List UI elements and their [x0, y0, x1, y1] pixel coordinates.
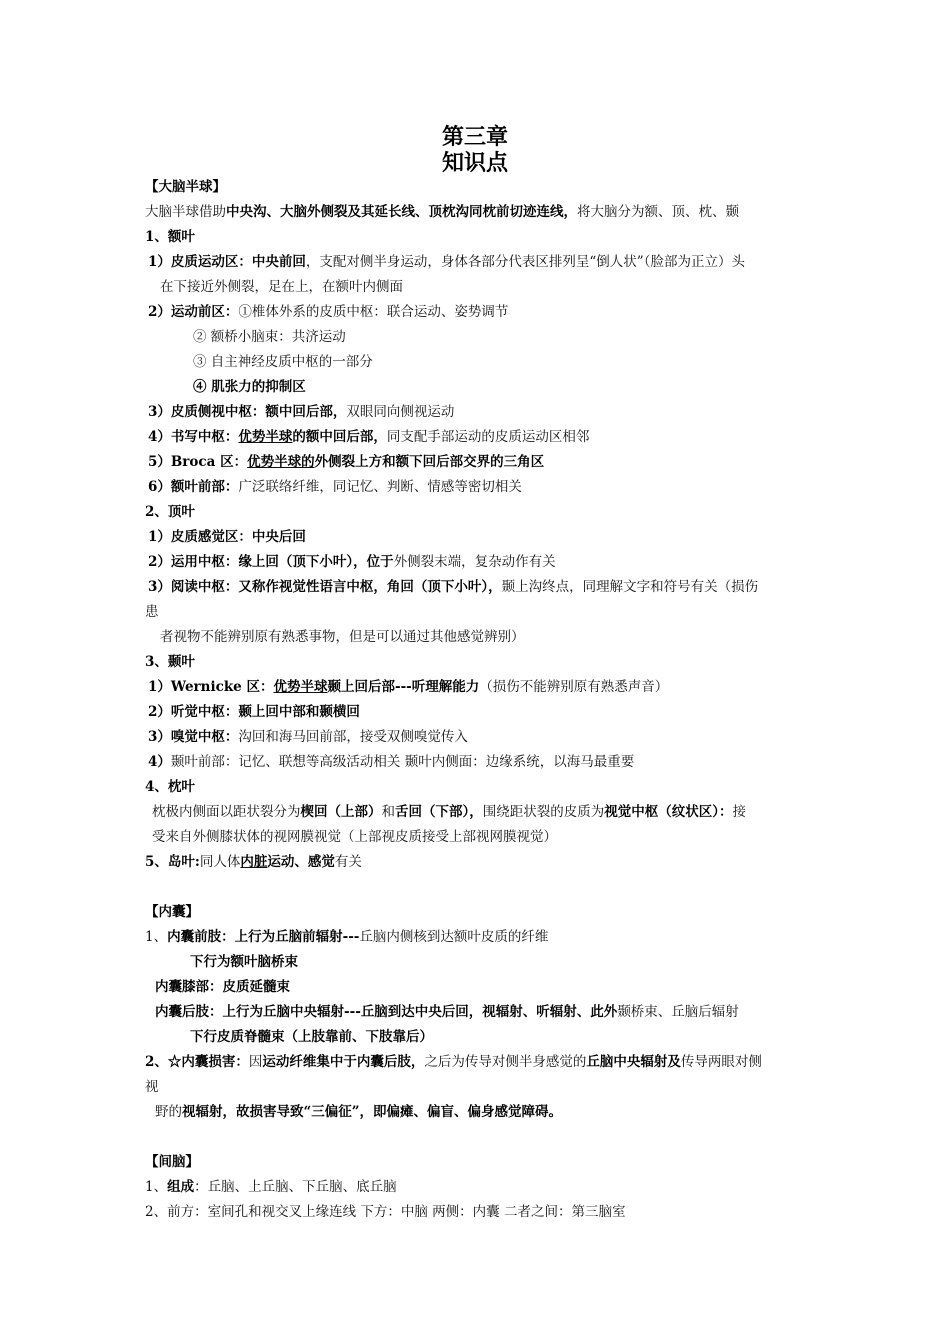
text-run: 颞叶前部：记忆、联想等高级活动相关 颞叶内侧面：边缘系统，以海马最重要 — [170, 754, 635, 770]
text-run: 之后为传导对侧半身感觉的 — [424, 1054, 587, 1070]
text-line — [148, 403, 454, 421]
text-line — [145, 928, 548, 946]
text-line — [193, 353, 373, 371]
bold-text: 3、颞叶 — [145, 654, 195, 670]
text-run: 同支配手部运动的皮质运动区相邻 — [386, 429, 590, 445]
bold-text: 中央沟、大脑外侧裂及其延长线、顶枕沟同枕前切迹连线， — [226, 204, 577, 220]
bold-text: 3）嗅觉中枢： — [148, 729, 239, 745]
text-run: 枕极内侧面以距状裂分为 — [152, 804, 301, 820]
text-run: 在下接近外侧裂，足在上，在额叶内侧面 — [160, 279, 403, 295]
text-run: 1、 — [145, 929, 168, 945]
text-line — [148, 253, 745, 271]
bold-text: 2）运动前区： — [148, 304, 239, 320]
bold-text: 3）阅读中枢：又称作视觉性语言中枢，角回（顶下小叶）， — [148, 579, 502, 595]
bold-text: 的额中回后部， — [292, 429, 387, 445]
text-line — [148, 678, 668, 696]
bold-text: 5、岛叶: — [145, 854, 200, 870]
text-line — [145, 228, 195, 246]
text-run: 颞桥束、丘脑后辐射 — [617, 1004, 739, 1020]
text-run: （损伤不能辨别原有熟悉声音） — [479, 679, 669, 695]
text-line — [155, 1003, 739, 1021]
bold-text: 内囊后肢：上行为丘脑中央辐射---丘脑到达中央后回，视辐射、听辐射、此外 — [155, 1004, 618, 1020]
text-run: 视 — [145, 1079, 159, 1095]
text-run: ③ 自主神经皮质中枢的一部分 — [193, 354, 373, 370]
text-line — [145, 203, 739, 221]
text-run: 1、 — [145, 1179, 168, 1195]
bold-text: 内脏 — [240, 854, 268, 870]
bold-text: 1）Wernicke 区： — [148, 679, 274, 695]
text-line — [193, 328, 346, 346]
text-run: 有关 — [334, 854, 362, 870]
text-line — [148, 578, 758, 596]
bold-text: 5）Broca 区： — [148, 454, 248, 470]
underlined-text — [240, 854, 267, 870]
text-run: 大脑半球借助 — [145, 204, 226, 220]
bold-text: 2）听觉中枢：颞上回中部和颞横回 — [148, 704, 360, 720]
bold-text: 6）额叶前部： — [148, 479, 239, 495]
bold-text: 1、额叶 — [145, 229, 195, 245]
text-line — [145, 1078, 159, 1096]
text-run: ①椎体外系的皮质中枢：联合运动、姿势调节 — [238, 304, 509, 320]
text-run: 受来自外侧膝状体的视网膜视觉（上部视皮质接受上部视网膜视觉） — [152, 829, 557, 845]
bold-text: 舌回（下部）， — [395, 804, 483, 820]
text-line — [145, 653, 195, 671]
text-run: 丘脑内侧核到达额叶皮质的纤维 — [359, 929, 549, 945]
bold-text: 丘脑中央辐射及 — [586, 1054, 681, 1070]
text-run: 颞上沟终点，同理解文字和符号有关（损伤 — [501, 579, 759, 595]
bold-text: 视辐射，故损害导致“三偏征”，即偏瘫、偏盲、偏身感觉障碍。 — [182, 1104, 563, 1120]
text-line — [145, 1153, 199, 1171]
chapter-subtitle: 知识点 — [441, 150, 508, 176]
text-line — [148, 453, 544, 471]
underlined-text — [247, 454, 315, 470]
text-line — [145, 778, 195, 796]
bold-text: 2）运用中枢：缘上回（顶下小叶），位于 — [148, 554, 394, 570]
text-run: ② 额桥小脑束：共济运动 — [193, 329, 346, 345]
bold-text: 运动纤维集中于内囊后肢， — [262, 1054, 425, 1070]
text-run: ，支配对侧半身运动，身体各部分代表区排列呈“倒人状”（脸部为正立）头 — [305, 254, 745, 270]
text-run: 同人体 — [199, 854, 241, 870]
text-run: 传导两眼对侧 — [680, 1054, 762, 1070]
bold-text: 优势半球的 — [247, 454, 315, 470]
text-line — [145, 178, 226, 196]
bold-text: 下行皮质脊髓束（上肢靠前、下肢靠后） — [190, 1029, 433, 1045]
text-line — [148, 528, 306, 546]
text-line — [152, 803, 746, 821]
text-run: 双眼同向侧视运动 — [346, 404, 455, 420]
text-line — [145, 1053, 762, 1071]
bold-text: 3）皮质侧视中枢：额中回后部， — [148, 404, 347, 420]
text-run: 2、前方：室间孔和视交叉上缘连线 下方：中脑 两侧：内囊 二者之间：第三脑室 — [145, 1204, 626, 1220]
bold-text: 内囊膝部：皮质延髓束 — [155, 979, 290, 995]
text-line — [193, 378, 306, 396]
bold-text: 颞上回后部---听理解能力 — [327, 679, 480, 695]
text-line — [160, 278, 403, 296]
text-line — [145, 853, 362, 871]
bold-text: 楔回（上部） — [300, 804, 382, 820]
text-run: 沟回和海马回前部，接受双侧嗅觉传入 — [238, 729, 468, 745]
text-line — [190, 953, 298, 971]
bold-text: 下行为额叶脑桥束 — [190, 954, 298, 970]
bold-text: 优势半球 — [238, 429, 293, 445]
text-run: 者视物不能辨别原有熟悉事物，但是可以通过其他感觉辨别） — [160, 629, 525, 645]
bold-text: ④ 肌张力的抑制区 — [193, 379, 306, 395]
text-run: 围绕距状裂的皮质为 — [482, 804, 605, 820]
bold-text: 【大脑半球】 — [145, 179, 226, 195]
text-line — [145, 1178, 397, 1196]
bold-text: 【内囊】 — [145, 904, 199, 920]
text-line — [148, 728, 468, 746]
text-line — [145, 603, 159, 621]
text-run: 接 — [732, 804, 746, 820]
bold-text: 4） — [148, 754, 171, 770]
bold-text: 2、☆内囊损害： — [145, 1054, 249, 1070]
text-run: 和 — [381, 804, 395, 820]
text-line — [148, 478, 522, 496]
text-run: 广泛联络纤维，同记忆、判断、情感等密切相关 — [238, 479, 522, 495]
bold-text: 运动、感觉 — [267, 854, 335, 870]
text-line — [148, 303, 508, 321]
text-line — [148, 553, 556, 571]
bold-text: 4）书写中枢： — [148, 429, 239, 445]
text-line — [145, 903, 199, 921]
text-line — [145, 1203, 625, 1221]
bold-text: 视觉中枢（纹状区）： — [604, 804, 733, 820]
text-run: 患 — [145, 604, 159, 620]
text-run: 外侧裂末端，复杂动作有关 — [393, 554, 556, 570]
text-run: 因 — [248, 1054, 263, 1070]
text-line — [145, 503, 195, 521]
bold-text: 1）皮质运动区：中央前回 — [148, 254, 306, 270]
underlined-text — [273, 679, 327, 695]
bold-text: 1）皮质感觉区：中央后回 — [148, 529, 306, 545]
underlined-text — [238, 429, 292, 445]
bold-text: 【间脑】 — [145, 1154, 199, 1170]
text-run: 将大脑分为额、顶、枕、颞 — [577, 204, 739, 220]
bold-text: 外侧裂上方和额下回后部交界的三角区 — [314, 454, 545, 470]
bold-text: 优势半球 — [273, 679, 328, 695]
chapter-title: 第三章 — [441, 124, 508, 150]
text-line — [190, 1028, 433, 1046]
text-run: 野的 — [155, 1104, 182, 1120]
text-line — [148, 753, 634, 771]
text-line — [155, 1103, 562, 1121]
text-line — [160, 628, 525, 646]
bold-text: 内囊前肢：上行为丘脑前辐射--- — [167, 929, 360, 945]
text-line — [148, 703, 360, 721]
bold-text: 组成 — [167, 1179, 195, 1195]
bold-text: 2、顶叶 — [145, 504, 195, 520]
bold-text: 4、枕叶 — [145, 779, 195, 795]
text-run: ：丘脑、上丘脑、下丘脑、底丘脑 — [194, 1179, 397, 1195]
text-line — [155, 978, 290, 996]
text-line — [148, 428, 589, 446]
text-line — [152, 828, 557, 846]
